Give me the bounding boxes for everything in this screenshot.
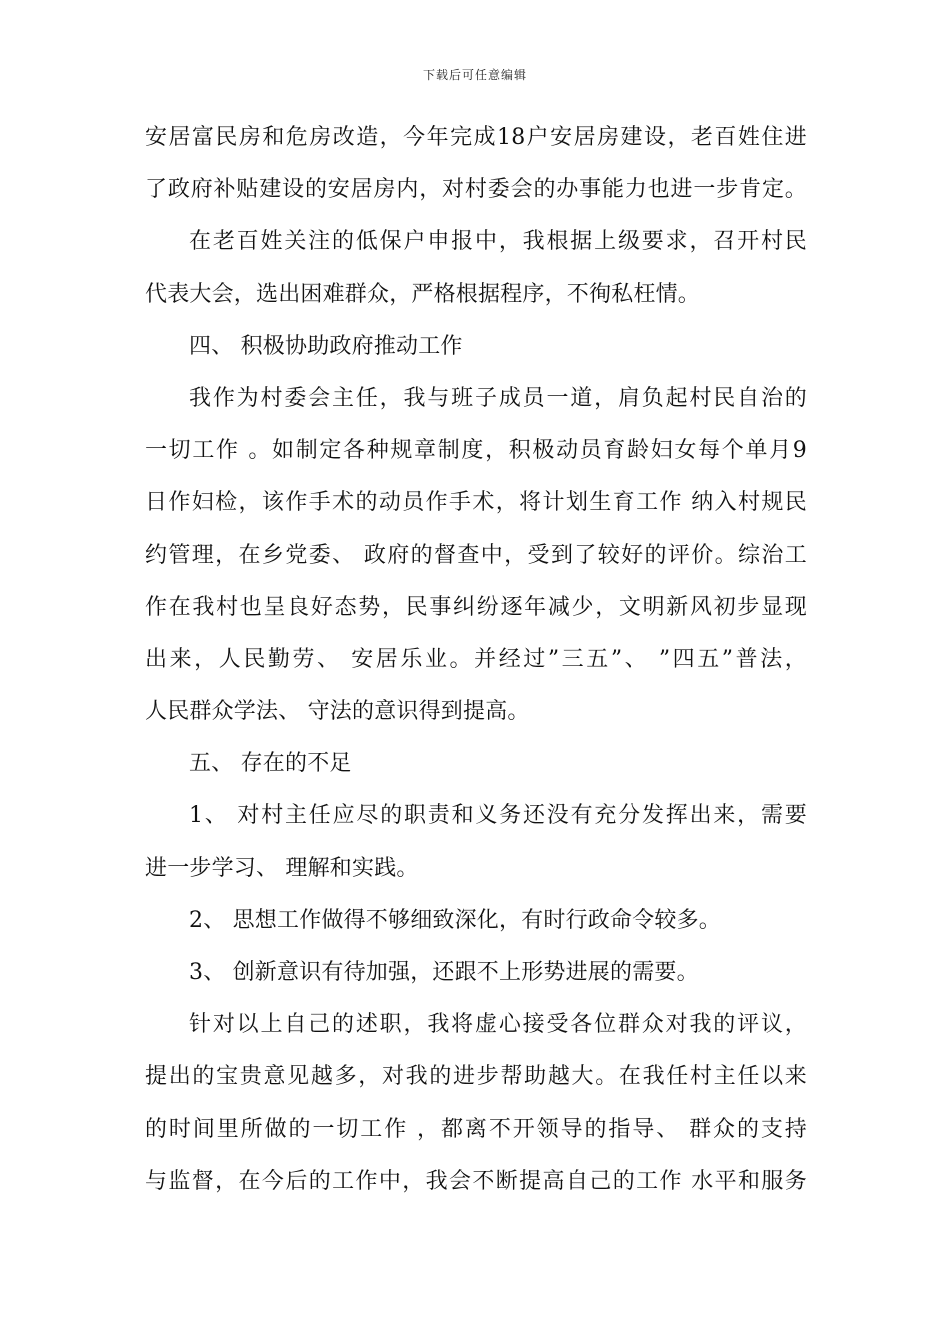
text-line: 提出的宝贵意见越多，对我的进步帮助越大。在我任村主任以来 <box>145 1064 807 1090</box>
text-line: 针对以上自己的述职，我将虚心接受各位群众对我的评议， <box>189 1012 807 1038</box>
document-body <box>145 118 807 1214</box>
text-line: 的时间里所做的一切工作 ，都离不开领导的指导、 群众的支持 <box>145 1116 807 1142</box>
text-line: 2、 思想工作做得不够细致深化，有时行政命令较多。 <box>189 907 721 933</box>
text-line: 代表大会，选出困难群众，严格根据程序，不徇私枉情。 <box>145 281 701 307</box>
text-line: 我作为村委会主任，我与班子成员一道，肩负起村民自治的 <box>189 385 807 411</box>
text-line: 与监督，在今后的工作中，我会不断提高自己的工作 水平和服务 <box>145 1168 807 1194</box>
text-line: 安居富民房和危房改造，今年完成18户安居房建设，老百姓住进 <box>145 125 807 150</box>
text-line: 在老百姓关注的低保户申报中，我根据上级要求，召开村民 <box>189 229 807 255</box>
page-header: 下载后可任意编辑 <box>422 68 527 82</box>
text-line: 作在我村也呈良好态势，民事纠纷逐年减少，文明新风初步显现 <box>145 594 807 620</box>
text-line: 人民群众学法、 守法的意识得到提高。 <box>145 699 530 725</box>
text-line: 五、 存在的不足 <box>189 751 352 777</box>
text-line: 1、 对村主任应尽的职责和义务还没有充分发挥出来，需要 <box>189 803 807 829</box>
text-line: 进一步学习、 理解和实践。 <box>145 855 419 881</box>
text-line: 3、 创新意识有待加强，还跟不上形势进展的需要。 <box>189 960 699 985</box>
text-line: 了政府补贴建设的安居房内，对村委会的办事能力也进一步肯定。 <box>145 177 807 203</box>
text-line: 日作妇检，该作手术的动员作手术，将计划生育工作 纳入村规民 <box>145 490 807 516</box>
text-line: 一切工作 。如制定各种规章制度，积极动员育龄妇女每个单月9 <box>145 438 807 464</box>
text-line: 约管理，在乡党委、 政府的督查中，受到了较好的评价。综治工 <box>145 542 807 568</box>
text-line: 四、 积极协助政府推动工作 <box>189 333 463 359</box>
text-line: 出来，人民勤劳、 安居乐业。并经过”三五”、 ”四五”普法， <box>145 646 807 672</box>
